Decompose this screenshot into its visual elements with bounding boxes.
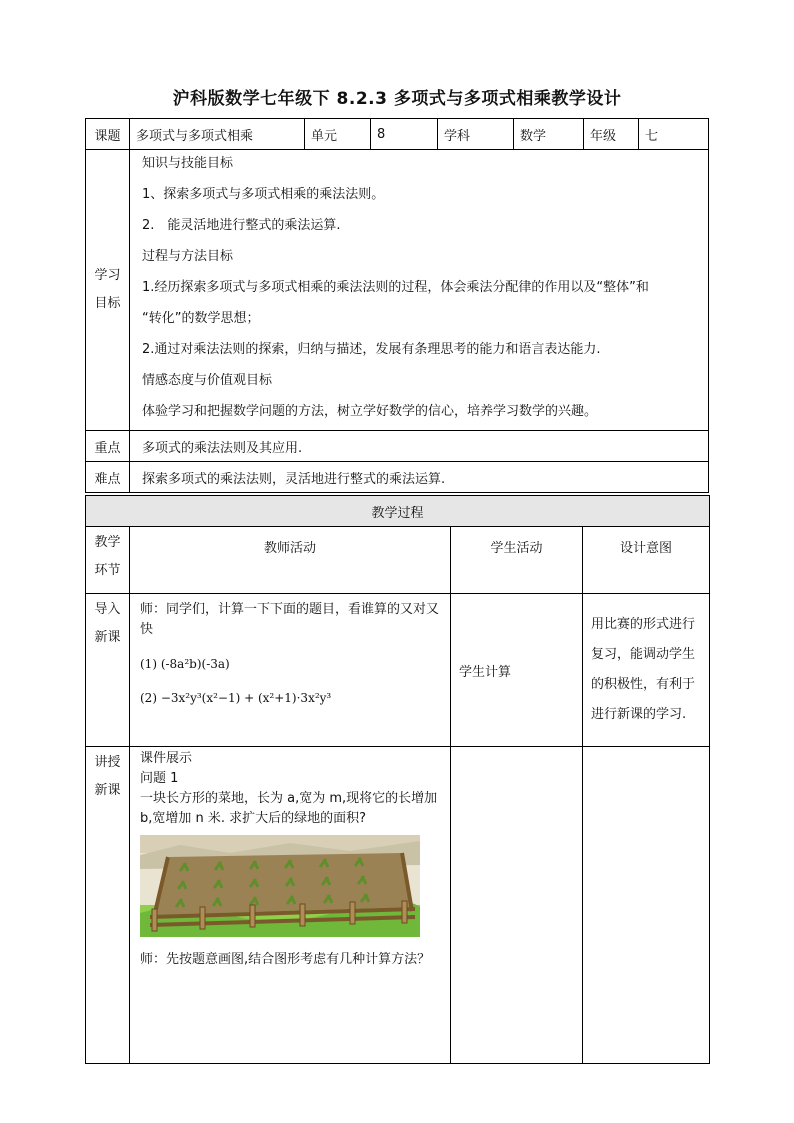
goal-line: 2. 能灵活地进行整式的乘法运算. xyxy=(142,218,341,233)
intro-problem-1: (1) (-8a²b)(-3a) xyxy=(140,657,230,671)
col-design-header: 设计意图 xyxy=(583,527,710,594)
intro-teacher-text: 师：同学们，计算一下下面的题目，看谁算的又对又快 xyxy=(140,602,440,637)
lecture-row xyxy=(86,747,710,1064)
lesson-info-table xyxy=(85,118,709,493)
lecture-teacher-activity xyxy=(130,747,451,1064)
key-point-value: 多项式的乘法法则及其应用. xyxy=(130,431,709,462)
subject-label: 学科 xyxy=(438,119,514,150)
document-title: 沪科版数学七年级下 8.2.3 多项式与多项式相乘教学设计 xyxy=(172,89,622,109)
difficulty-value: 探索多项式的乘法法则，灵活地进行整式的乘法运算. xyxy=(130,462,709,493)
process-header-row xyxy=(86,496,710,527)
lecture-stage: 讲授 新课 xyxy=(86,747,130,1064)
topic-value: 多项式与多项式相乘 xyxy=(130,119,305,150)
goal-line: 1、探索多项式与多项式相乘的乘法法则。 xyxy=(142,187,385,202)
intro-student-activity: 学生计算 xyxy=(451,594,583,747)
unit-value: 8 xyxy=(371,119,438,150)
goals-content xyxy=(130,150,709,431)
lecture-line-problem: 问题 1 xyxy=(140,771,179,786)
topic-label: 课题 xyxy=(86,119,130,150)
process-header: 教学过程 xyxy=(86,496,710,527)
lecture-design-intent xyxy=(583,747,710,1064)
lecture-line-teacher-question: 师：先按题意画图,结合图形考虑有几种计算方法？ xyxy=(140,952,431,967)
lecture-line-courseware: 课件展示 xyxy=(140,751,193,766)
lecture-line-question: 一块长方形的菜地，长为 a,宽为 m,现将它的长增加 b,宽增加 n 米. 求扩大后的绿地的面积? xyxy=(140,791,438,826)
intro-problem-2: (2) −3x²y³(x²−1) + (x²+1)·3x²y³ xyxy=(140,691,332,705)
goal-heading-attitude: 情感态度与价值观目标 xyxy=(142,373,273,388)
vegetable-garden-illustration xyxy=(140,835,420,937)
process-column-headers xyxy=(86,527,710,594)
col-student-header: 学生活动 xyxy=(451,527,583,594)
goals-label: 学习 目标 xyxy=(86,150,130,431)
goal-line: 1.经历探索多项式与多项式相乘的乘法法则的过程，体会乘法分配律的作用以及“整体”和 xyxy=(142,280,649,295)
lecture-student-activity xyxy=(451,747,583,1064)
difficulty-label: 难点 xyxy=(86,462,130,493)
goal-line: “转化”的数学思想； xyxy=(142,311,260,326)
intro-teacher-activity xyxy=(130,594,451,747)
col-teacher-header: 教师活动 xyxy=(130,527,451,594)
goal-line: 体验学习和把握数学问题的方法，树立学好数学的信心，培养学习数学的兴趣。 xyxy=(142,404,598,419)
difficulty-row xyxy=(86,462,709,493)
col-stage-header: 教学 环节 xyxy=(86,527,130,594)
goal-heading-knowledge: 知识与技能目标 xyxy=(142,156,234,171)
teaching-process-table xyxy=(85,495,710,1064)
unit-label: 单元 xyxy=(305,119,371,150)
key-point-label: 重点 xyxy=(86,431,130,462)
goals-row xyxy=(86,150,709,431)
grade-label: 年级 xyxy=(584,119,639,150)
intro-stage: 导入 新课 xyxy=(86,594,130,747)
subject-value: 数学 xyxy=(514,119,584,150)
intro-design-intent: 用比赛的形式进行 复习，能调动学生 的积极性，有利于 进行新课的学习. xyxy=(583,594,710,747)
goal-line: 2.通过对乘法法则的探索，归纳与描述，发展有条理思考的能力和语言表达能力. xyxy=(142,342,601,357)
info-row xyxy=(86,119,709,150)
key-point-row xyxy=(86,431,709,462)
intro-row xyxy=(86,594,710,747)
grade-value: 七 xyxy=(639,119,709,150)
goal-heading-process: 过程与方法目标 xyxy=(142,249,234,264)
